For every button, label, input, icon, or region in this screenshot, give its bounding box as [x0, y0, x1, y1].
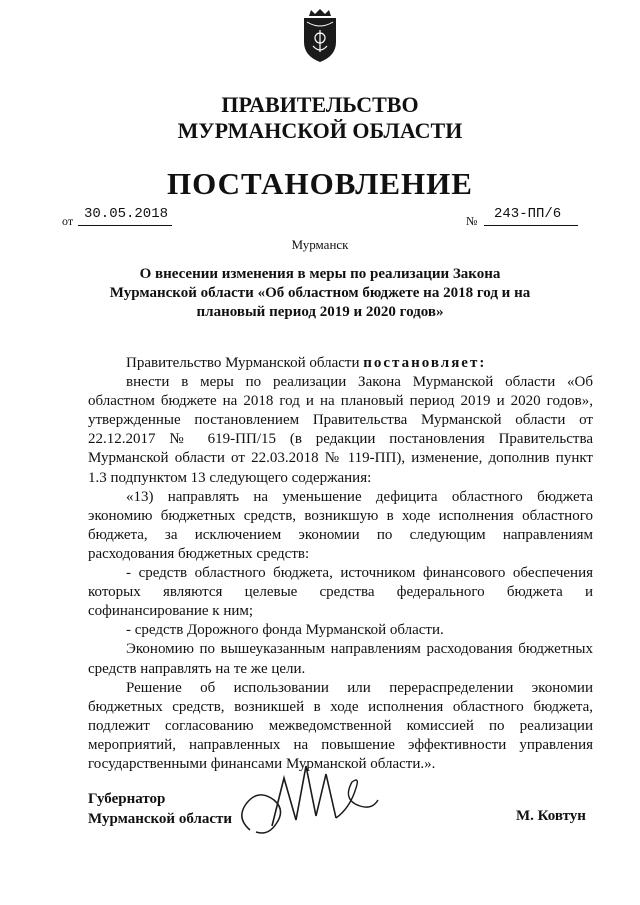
coat-of-arms-icon	[299, 8, 341, 64]
number-label: №	[466, 214, 478, 228]
resolution-intro: Правительство Мурманской области постановляет:	[126, 355, 487, 371]
document-subject: О внесении изменения в меры по реализации Закона Мурманской области «Об областном бюджете на 2018 год и на плановый период 2019 и 2020 годов»	[109, 266, 531, 320]
date-underline	[78, 225, 172, 226]
city: Мурманск	[291, 237, 349, 252]
paragraph-exception-1: - средств областного бюджета, источником финансового обеспечения которых являются целевые средства федерального бюджета и софинансирование к ним;	[88, 565, 593, 620]
resolves-word: постановляет:	[363, 355, 487, 371]
org-title-line2: МУРМАНСКОЙ ОБЛАСТИ	[177, 118, 463, 143]
paragraph-exception-2: - средств Дорожного фонда Мурманской области.	[126, 622, 444, 639]
paragraph-item-13: «13) направлять на уменьшение дефицита областного бюджета экономию бюджетных средств, возникшую в ходе исполнения областного бюджета, за исключением экономии по следующим направлениям расходования бюджетных средств:	[88, 488, 593, 562]
signatory-name: М. Ковтун	[516, 808, 586, 824]
document-type: ПОСТАНОВЛЕНИЕ	[167, 166, 473, 201]
signatory-title: Губернатор Мурманской области	[88, 791, 233, 827]
date-label: от	[62, 214, 74, 228]
document-number: 243-ПП/6	[494, 206, 562, 222]
org-title-line1: ПРАВИТЕЛЬСТВО	[221, 92, 419, 117]
handwritten-signature	[232, 760, 382, 855]
document-date: 30.05.2018	[84, 206, 169, 222]
paragraph-decision: Решение об использовании или перераспределении экономии бюджетных средств, возникшей в ходе исполнения областного бюджета, подлежит согласованию межведомственной комиссией по реализации мероприятий, направленных на повышение эффективности управления государственными финансами Мурманской области.».	[88, 679, 593, 772]
number-underline	[484, 225, 578, 226]
document-body	[88, 354, 593, 774]
paragraph-savings: Экономию по вышеуказанным направлениям расходования бюджетных средств направлять на те же цели.	[88, 641, 593, 677]
paragraph-amendment: внести в меры по реализации Закона Мурманской области «Об областном бюджете на 2018 год и на плановый период 2019 и 2020 годов», утвержденные постановлением Правительства Мурманской области от 22.12.2017 № 619-ПП/15 (в редакции постановления Правительства Мурманской области от 22.03.2018 № 119-ПП), изменение, дополнив пункт 1.3 подпунктом 13 следующего содержания:	[88, 374, 593, 486]
